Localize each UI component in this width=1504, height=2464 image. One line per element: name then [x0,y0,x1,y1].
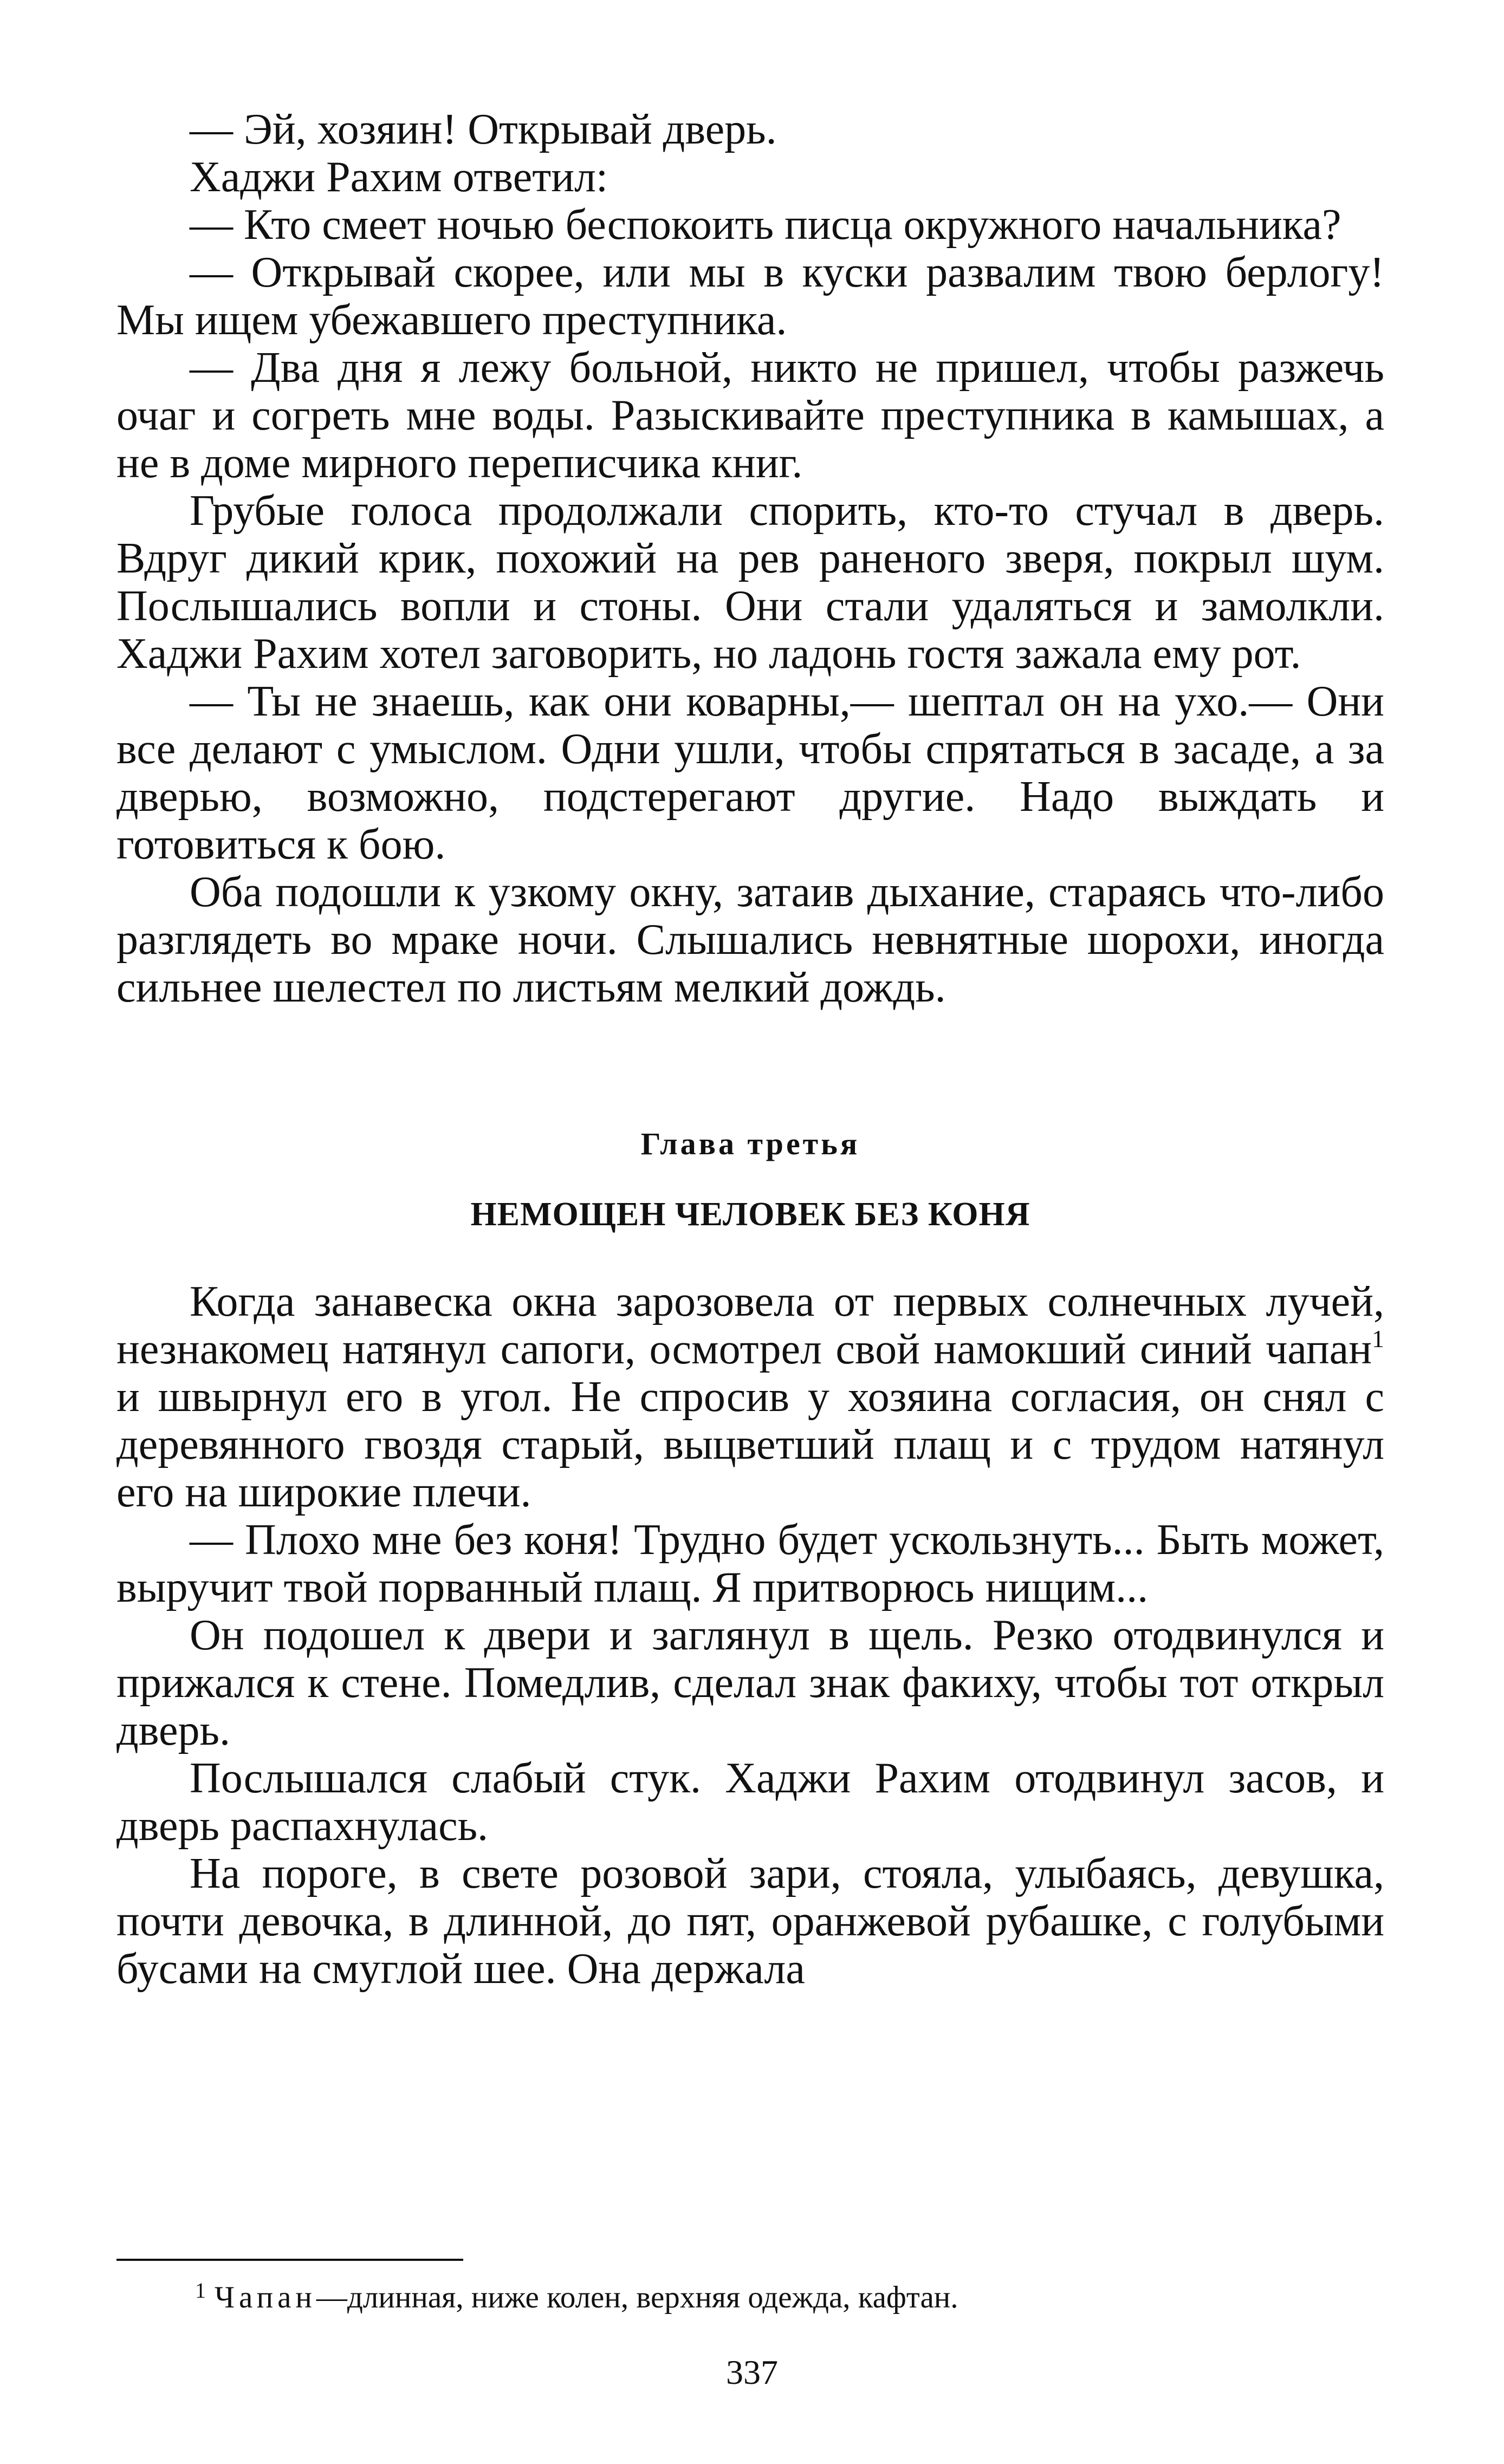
paragraph: Он подошел к двери и заглянул в щель. Резко отодвинулся и прижался к стене. Помедлив, сделал знак факиху, чтобы тот открыл дверь. [116,1611,1384,1754]
paragraph: — Кто смеет ночью беспокоить писца окружного начальника? [190,201,1341,249]
title-spacer [116,1234,1384,1278]
paragraph: Послышался слабый стук. Хаджи Рахим отодвинул засов, и дверь распахнулась. [116,1754,1384,1850]
paragraph: — Ты не знаешь, как они коварны,— шептал он на ухо.— Они все делают с умыслом. Одни ушли, чтобы спрятаться в засаде, а за дверью, возможно, подстерегают другие. Надо выждать и готовиться к бою. [116,678,1384,868]
paragraph-text: и швырнул его в угол. Не спросив у хозяина согласия, он снял с деревянного гвоздя старый, выцветший плащ и с трудом натянул его на широкие плечи. [116,1373,1384,1516]
footnote-number: 1 [195,2278,206,2303]
paragraph: — Плохо мне без коня! Трудно будет ускользнуть... Быть может, выручит твой порванный плащ. Я притворюсь нищим... [116,1516,1384,1611]
paragraph: — Открывай скорее, или мы в куски развалим твою берлогу! Мы ищем убежавшего преступника. [116,249,1384,344]
footnote-text: —длинная, ниже колен, верхняя одежда, кафтан. [316,2280,958,2315]
paragraph-with-note [116,1278,1384,1516]
paragraph: Хаджи Рахим ответил: [190,153,608,201]
footnote-ref: 1 [1372,1325,1384,1353]
footnote-term: Чапан [215,2280,316,2315]
footnote [195,2273,1333,2316]
paragraph: — Эй, хозяин! Открывай дверь. [190,106,777,153]
paragraph: Оба подошли к узкому окну, затаив дыхание, стараясь что-либо разглядеть во мраке ночи. Слышались невнятные шорохи, иногда сильнее шелестел по листьям мелкий дождь. [116,868,1384,1011]
paragraph-text: Когда занавеска окна зарозовела от первых солнечных лучей, незнакомец натянул сапоги, осмотрел свой намокший синий чапан [116,1278,1384,1373]
paragraph: Грубые голоса продолжали спорить, кто-то стучал в дверь. Вдруг дикий крик, похожий на рев раненого зверя, покрыл шум. Послышались вопли и стоны. Они стали удаляться и замолкли. Хаджи Рахим хотел заговорить, но ладонь гостя зажала ему рот. [116,487,1384,678]
paragraph: — Два дня я лежу больной, никто не пришел, чтобы разжечь очаг и согреть мне воды. Разыскивайте преступника в камышах, а не в доме мирного переписчика книг. [116,344,1384,487]
chapter-title: НЕМОЩЕН ЧЕЛОВЕК БЕЗ КОНЯ [470,1196,1030,1233]
paragraph: На пороге, в свете розовой зари, стояла, улыбаясь, девушка, почти девочка, в длинной, до пят, оранжевой рубашке, с голубыми бусами на смуглой шее. Она держала [116,1850,1384,1993]
footnote-rule [116,2259,463,2261]
chapter-spacer [116,1011,1384,1125]
chapter-label: Глава третья [640,1126,860,1161]
page-body [116,106,1384,1993]
page-number: 337 [726,2353,778,2391]
